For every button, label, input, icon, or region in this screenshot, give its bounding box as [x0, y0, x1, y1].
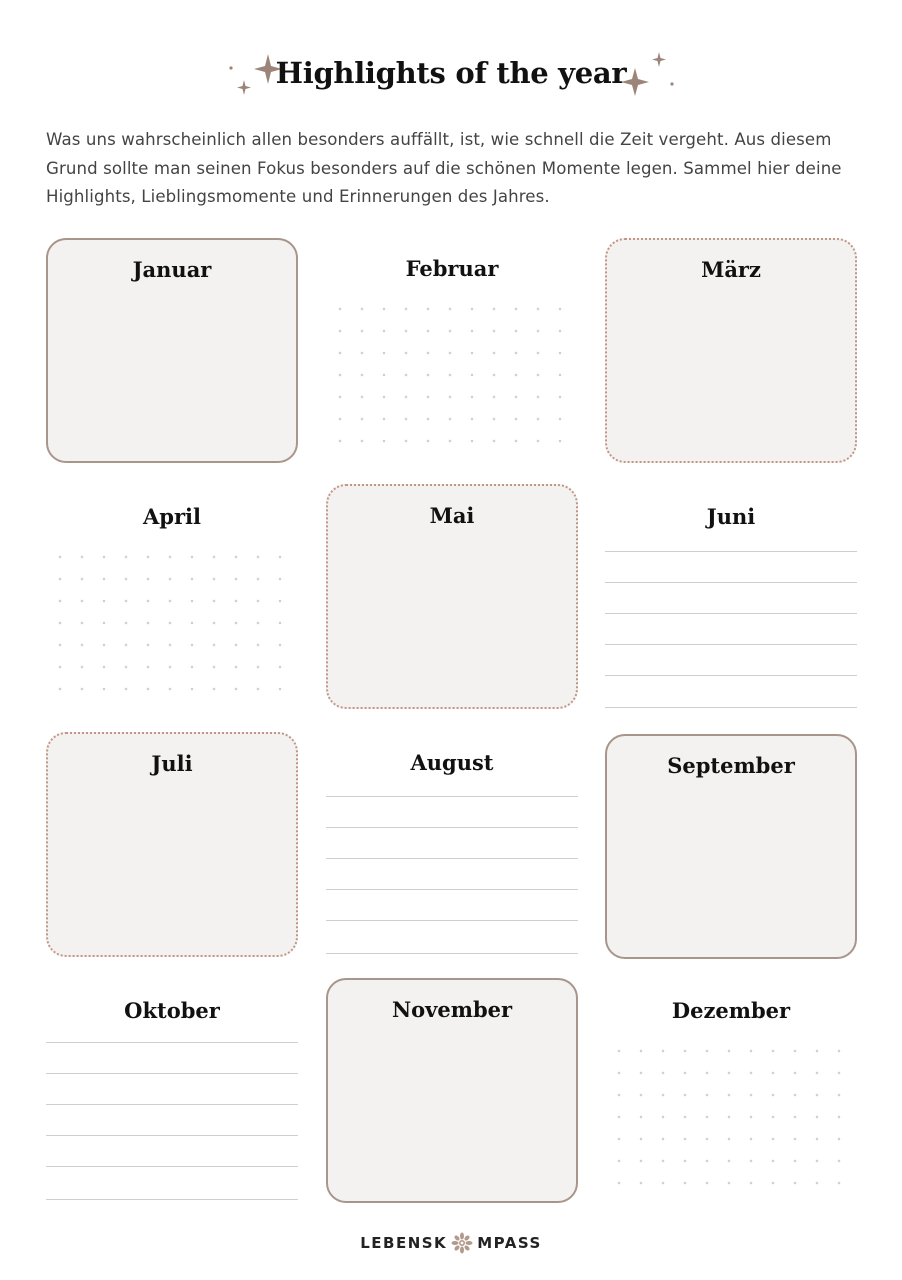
ruled-line [605, 675, 857, 676]
month-title: Februar [405, 256, 499, 281]
ruled-line [326, 796, 578, 797]
brand-text-right: MPASS [477, 1234, 542, 1252]
month-card-januar[interactable] [46, 238, 298, 463]
brand-logo [360, 1232, 542, 1254]
month-title: April [143, 504, 201, 529]
month-title: August [410, 750, 494, 775]
ruled-line [605, 707, 857, 708]
month-card-dezember[interactable] [605, 980, 857, 1205]
ruled-line [326, 889, 578, 890]
compass-flower-icon [451, 1232, 473, 1254]
ruled-lines [326, 796, 578, 959]
month-card-maerz[interactable] [605, 238, 857, 463]
month-card-februar[interactable] [326, 238, 578, 463]
dot-grid [605, 1040, 857, 1200]
intro-text: Was uns wahrscheinlich allen besonders auffällt, ist, wie schnell die Zeit vergeht. Aus diesem Grund sollte man seinen Fokus besonders auf die schönen Momente legen. Sammel hier deine Highlights, Lieblingsmomente und Erinnerungen des Jahres. [46, 130, 842, 206]
month-title: März [701, 257, 761, 282]
ruled-line [326, 920, 578, 921]
ruled-line [46, 1042, 298, 1043]
ruled-line [46, 1135, 298, 1136]
ruled-lines [46, 1042, 298, 1205]
dot-grid [326, 298, 578, 458]
ruled-line [605, 551, 857, 552]
ruled-line [46, 1199, 298, 1200]
month-card-mai[interactable] [326, 484, 578, 709]
month-card-juli[interactable] [46, 732, 298, 957]
sparkle-right-icon [618, 50, 680, 100]
month-card-august[interactable] [326, 732, 578, 957]
page-title: Highlights of the year [275, 56, 627, 90]
ruled-line [326, 858, 578, 859]
month-title: Oktober [124, 998, 220, 1023]
month-title: November [391, 997, 513, 1022]
month-title: Dezember [671, 998, 791, 1023]
month-card-september[interactable] [605, 734, 857, 959]
month-card-juni[interactable] [605, 486, 857, 711]
month-card-november[interactable] [326, 978, 578, 1203]
month-title: Januar [132, 257, 212, 282]
ruled-line [46, 1104, 298, 1105]
ruled-line [605, 613, 857, 614]
month-title: September [667, 753, 795, 778]
brand-text-left: LEBENSK [360, 1234, 448, 1252]
ruled-line [326, 827, 578, 828]
ruled-line [605, 644, 857, 645]
title-block [0, 44, 902, 114]
ruled-line [46, 1073, 298, 1074]
month-card-april[interactable] [46, 486, 298, 711]
month-card-oktober[interactable] [46, 980, 298, 1205]
dot-grid [46, 546, 298, 706]
month-title: Juni [706, 504, 756, 529]
ruled-lines [605, 551, 857, 714]
footer [0, 1232, 902, 1262]
month-title: Mai [429, 503, 475, 528]
ruled-line [326, 953, 578, 954]
ruled-line [605, 582, 857, 583]
ruled-line [46, 1166, 298, 1167]
month-title: Juli [151, 751, 193, 776]
